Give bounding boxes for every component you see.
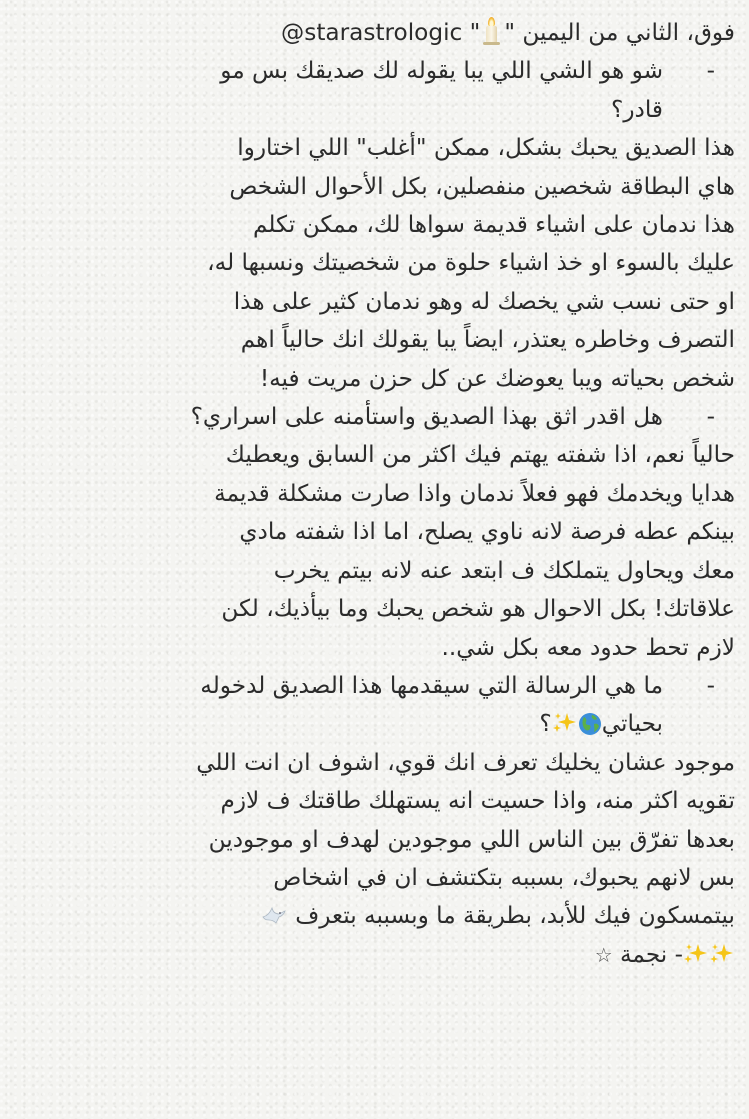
globe-icon — [578, 712, 602, 736]
question-3-word: بحياتي — [601, 710, 663, 738]
intro-line — [18, 14, 735, 52]
answer-1-line: هاي البطاقة شخصين منفصلين، بكل الأحوال الشخص — [229, 172, 735, 200]
document-body — [18, 14, 735, 974]
question-1-text: شو هو الشي اللي يبا يقوله لك صديقك بس مو — [220, 57, 663, 85]
twitter-handle-link[interactable]: @starastrologic — [281, 19, 463, 46]
answer-3-line: موجود عشان يخليك تعرف انك قوي، اشوف ان انت اللي — [196, 748, 735, 776]
sparkles-icon — [683, 942, 709, 966]
question-3-text: ما هي الرسالة التي سيقدمها هذا الصديق لدخوله — [200, 671, 663, 699]
question-1-continuation: قادر؟ — [611, 95, 663, 123]
question-2 — [18, 398, 735, 436]
question-2-text: هل اقدر اثق بهذا الصديق واستأمنه على اسراري؟ — [190, 403, 663, 431]
answer-3-line: بس لانهم يحبوك، بسببه بتكتشف ان في اشخاص — [273, 863, 735, 891]
answer-1-line: عليك بالسوء او خذ اشياء حلوة من شخصيتك ونسبها له، — [207, 249, 735, 277]
answer-3-last-line — [18, 897, 735, 935]
signature-line — [18, 936, 735, 974]
bullet-dash: - — [706, 403, 715, 431]
sparkles-icon — [709, 942, 735, 966]
intro-text: فوق، الثاني من اليمين " — [504, 19, 735, 46]
bullet-dash: - — [706, 57, 715, 85]
answer-1-line: او حتى نسب شي يخصك له وهو ندمان كثير على هذا — [233, 287, 735, 315]
intro-quote-close: " — [469, 19, 481, 46]
answer-2-line: بينكم عطه فرصة لانه ناوي يصلح، اما اذا شفته مادي — [239, 518, 735, 546]
answer-3-line: بعدها تفرّق بين الناس اللي موجودين لهدف او موجودين — [208, 825, 735, 853]
question-3 — [18, 667, 735, 705]
sparkles-icon — [552, 711, 578, 735]
answer-3-line-text: بيتمسكون فيك للأبد، بطريقة ما وبسببه بتعرف — [295, 902, 735, 930]
answer-2-line: لازم تحط حدود معه بكل شي.. — [441, 633, 735, 661]
question-3-continuation — [18, 705, 735, 743]
answer-2-line: معك ويحاول يتملكك ف ابتعد عنه لانه بيتم يخرب — [273, 556, 735, 584]
answer-1-line: التصرف وخاطره يعتذر، ايضاً يبا يقولك انك حالياً اهم — [240, 326, 735, 354]
answer-2-line: حالياً نعم، اذا شفته يهتم فيك اكثر من السابق ويعطيك — [225, 441, 735, 469]
bird-icon — [260, 903, 288, 927]
answer-1-line: هذا الصديق يحبك بشكل، ممكن "أغلب" اللي اختاروا — [237, 134, 735, 162]
answer-2-line: علاقاتك! بكل الاحوال هو شخص يحبك وما بيأذيك، لكن — [221, 595, 735, 623]
question-3-mark: ؟ — [539, 710, 552, 738]
question-1 — [18, 52, 735, 90]
signature-text: - نجمة — [620, 940, 683, 968]
candle-icon — [482, 17, 502, 45]
answer-2-line: هدايا ويخدمك فهو فعلاً ندمان واذا صارت مشكلة قديمة — [214, 479, 735, 507]
answer-1-line: هذا ندمان على اشياء قديمة سواها لك، ممكن تكلم — [252, 211, 735, 239]
answer-1-line: شخص بحياته ويبا يعوضك عن كل حزن مريت فيه! — [259, 364, 735, 392]
answer-3-line: تقويه اكثر منه، واذا حسيت انه يستهلك طاقتك ف لازم — [220, 787, 735, 815]
bullet-dash: - — [706, 671, 715, 699]
star-icon: ☆ — [594, 942, 613, 967]
